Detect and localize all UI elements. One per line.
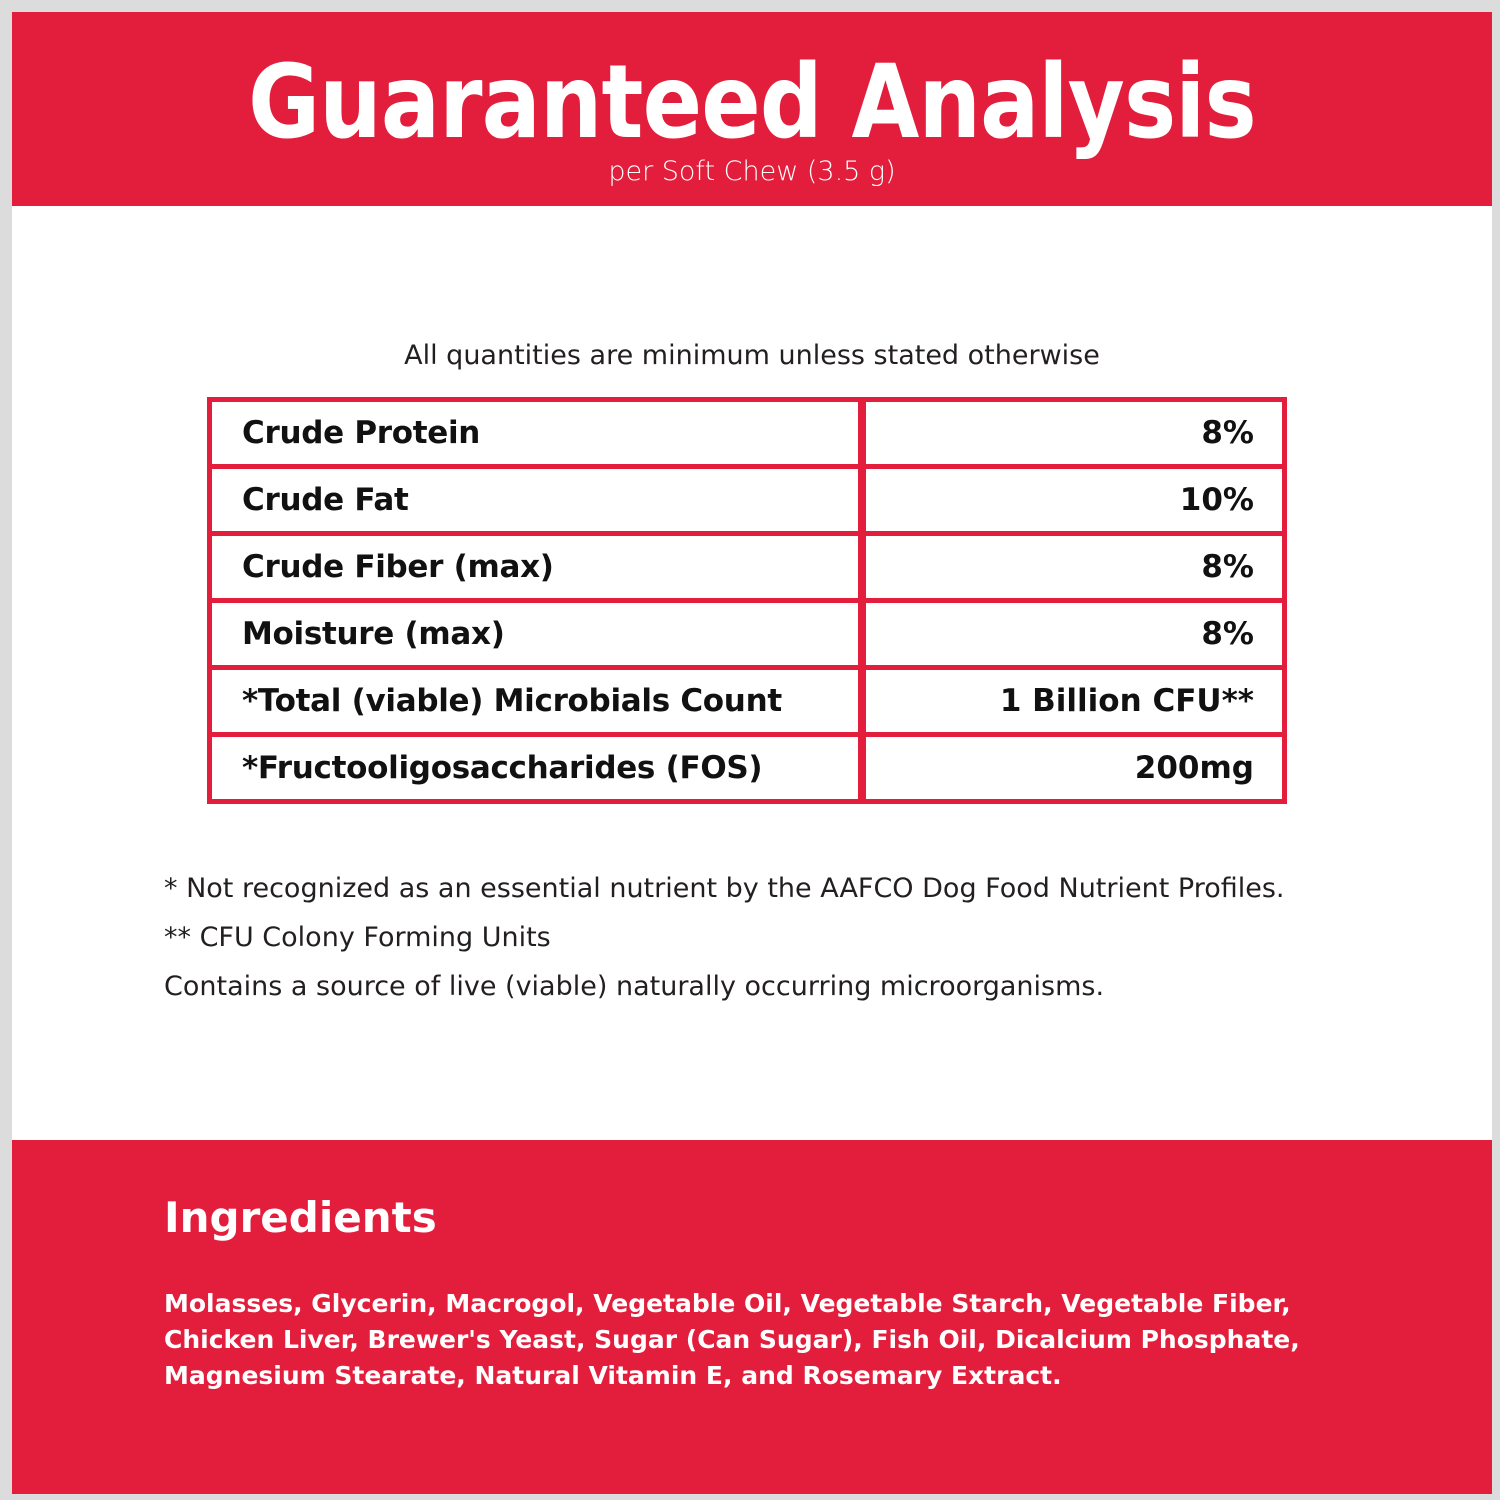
footnote-live-cultures: Contains a source of live (viable) naturally occurring microorganisms.: [164, 971, 1105, 1002]
table-row: [207, 732, 1287, 799]
table-row: [207, 598, 1287, 665]
nutrient-value: 8%: [861, 531, 1287, 603]
ingredients-banner: [12, 1140, 1492, 1494]
nutrient-value: 8%: [861, 397, 1287, 469]
label-panel: [12, 12, 1492, 1494]
table-row: [207, 397, 1287, 464]
ingredients-heading: Ingredients: [164, 1193, 437, 1242]
nutrient-label: *Total (viable) Microbials Count: [207, 665, 863, 737]
nutrient-label: Moisture (max): [207, 598, 863, 670]
nutrient-label: Crude Fiber (max): [207, 531, 863, 603]
guaranteed-analysis-table: [207, 397, 1287, 799]
page-title: Guaranteed Analysis: [248, 43, 1256, 162]
nutrient-value: 10%: [861, 464, 1287, 536]
serving-size-subtitle: per Soft Chew (3.5 g): [608, 156, 896, 187]
table-row: [207, 531, 1287, 598]
nutrient-value: 200mg: [861, 732, 1287, 804]
nutrient-label: Crude Fat: [207, 464, 863, 536]
ingredients-list: Molasses, Glycerin, Macrogol, Vegetable Oil, Vegetable Starch, Vegetable Fiber, Chicken Liver, Brewer's Yeast, Sugar (Can Sugar), Fish Oil, Dicalcium Phosphate, Magnesium Stearate, Natural Vitamin E, and Rosemary Extract.: [164, 1289, 1300, 1390]
nutrient-label: Crude Protein: [207, 397, 863, 469]
footnote-cfu: ** CFU Colony Forming Units: [164, 922, 551, 953]
table-row: [207, 665, 1287, 732]
minimum-quantities-note: All quantities are minimum unless stated otherwise: [404, 340, 1100, 371]
table-row: [207, 464, 1287, 531]
footnote-aafco: * Not recognized as an essential nutrient by the AAFCO Dog Food Nutrient Profiles.: [164, 873, 1285, 904]
nutrient-value: 1 Billion CFU**: [861, 665, 1287, 737]
header-banner: [12, 12, 1492, 206]
footnotes: [164, 867, 1424, 1014]
nutrient-value: 8%: [861, 598, 1287, 670]
nutrient-label: *Fructooligosaccharides (FOS): [207, 732, 863, 804]
